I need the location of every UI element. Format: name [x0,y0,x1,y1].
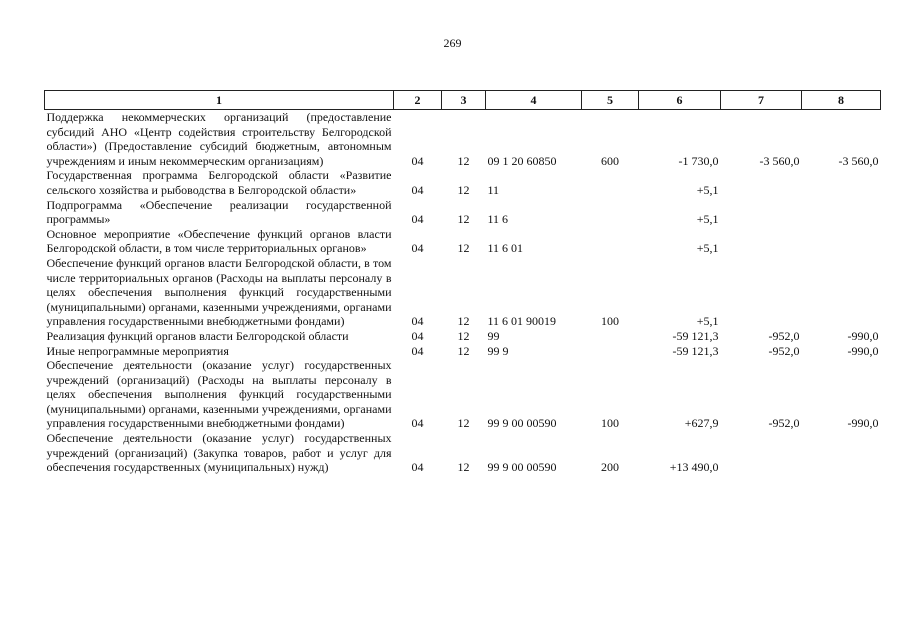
row-amount-col8: -990,0 [847,416,879,431]
row-subsection: 12 [457,212,470,227]
row-amount-col8 [802,198,881,227]
table-row [45,344,881,359]
row-expense-type [582,198,639,227]
row-name: Обеспечение деятельности (оказание услуг) государственных учреждений (организаций) (Закупка товаров, работ и услуг для обеспечения государственных (муниципальных) нужд) [46,431,392,475]
row-name: Обеспечение деятельности (оказание услуг) государственных учреждений (организаций) (Расходы на выплаты персоналу в целях обеспечения выполнения функций государственными (муниципальными) органами, казенными учреждениями, органами управления государственными внебюджетными фондами) [46,358,392,431]
row-amount-col7: -952,0 [768,343,800,358]
header-col-8: 8 [802,91,881,110]
row-amount-col7 [721,431,802,475]
table-header-row [45,91,881,110]
budget-table [44,90,881,475]
row-amount-col8: -990,0 [847,328,879,343]
row-name: Иные непрограммные мероприятия [46,343,229,358]
row-target-article: 11 6 [487,212,509,227]
header-col-5: 5 [582,91,639,110]
row-name: Государственная программа Белгородской области «Развитие сельского хозяйства и рыбоводства в Белгородской области» [46,168,392,197]
row-name: Обеспечение функций органов власти Белгородской области, в том числе территориальных органов (Расходы на выплаты персоналу в целях обеспечения выполнения функций государственными (муниципальными) органами, казенными учреждениями, органами управления государственными внебюджетными фондами) [46,255,392,329]
row-amount-col6: +5,1 [696,212,719,227]
row-expense-type [582,329,639,344]
header-col-6: 6 [639,91,721,110]
row-expense-type [582,168,639,197]
row-section: 04 [411,328,424,343]
row-name: Поддержка некоммерческих организаций (предоставление субсидий АНО «Центр содействия строительству Белгородской области») (Предоставление субсидий бюджетным, автономным учреждениям и иным некоммерческим организациям) [46,110,392,168]
row-amount-col6: -59 121,3 [672,328,719,343]
header-col-4: 4 [486,91,582,110]
row-amount-col6: -1 730,0 [678,153,719,168]
row-section: 04 [411,416,424,431]
row-target-article: 11 [487,182,500,197]
row-expense-type: 100 [601,416,619,431]
row-target-article: 11 6 01 [487,241,524,256]
row-amount-col8 [802,168,881,197]
row-subsection: 12 [457,153,470,168]
row-subsection: 12 [457,314,470,329]
row-amount-col8: -990,0 [847,343,879,358]
row-amount-col6: +627,9 [684,416,719,431]
row-amount-col7 [721,256,802,329]
table-row [45,431,881,475]
row-section: 04 [411,460,424,475]
row-section: 04 [411,241,424,256]
page-number: 269 [443,36,462,50]
row-name: Основное мероприятие «Обеспечение функций органов власти Белгородской области, в том числе территориальных органов» [46,226,392,256]
row-amount-col7: -952,0 [768,416,800,431]
row-amount-col8 [802,431,881,475]
table-row [45,110,881,169]
row-amount-col8 [802,256,881,329]
row-amount-col7: -3 560,0 [759,153,800,168]
row-amount-col7 [721,198,802,227]
table-row [45,358,881,431]
table-row [45,198,881,227]
row-subsection: 12 [457,416,470,431]
row-target-article: 99 9 [487,343,509,358]
row-subsection: 12 [457,460,470,475]
row-target-article: 11 6 01 90019 [487,314,557,329]
row-section: 04 [411,153,424,168]
row-amount-col6: +5,1 [696,241,719,256]
row-expense-type [582,344,639,359]
row-section: 04 [411,182,424,197]
row-section: 04 [411,212,424,227]
row-subsection: 12 [457,328,470,343]
row-subsection: 12 [457,182,470,197]
row-name: Подпрограмма «Обеспечение реализации государственной программы» [46,197,392,227]
row-amount-col6: +5,1 [696,182,719,197]
row-amount-col6: -59 121,3 [672,343,719,358]
row-section: 04 [411,343,424,358]
row-amount-col8 [802,227,881,256]
header-col-3: 3 [442,91,486,110]
row-expense-type: 200 [601,460,619,475]
row-target-article: 99 9 00 00590 [487,416,557,431]
table-row [45,227,881,256]
row-amount-col7: -952,0 [768,328,800,343]
row-subsection: 12 [457,343,470,358]
row-target-article: 99 [487,328,500,343]
header-col-1: 1 [45,91,394,110]
table-row [45,329,881,344]
row-amount-col7 [721,227,802,256]
row-expense-type [582,227,639,256]
header-col-7: 7 [721,91,802,110]
row-target-article: 09 1 20 60850 [487,153,557,168]
row-target-article: 99 9 00 00590 [487,460,557,475]
row-amount-col6: +5,1 [696,314,719,329]
row-amount-col6: +13 490,0 [669,460,719,475]
row-expense-type: 600 [601,153,619,168]
row-amount-col7 [721,168,802,197]
row-subsection: 12 [457,241,470,256]
row-amount-col8: -3 560,0 [838,153,879,168]
row-expense-type: 100 [601,314,619,329]
table-row [45,256,881,329]
row-section: 04 [411,314,424,329]
header-col-2: 2 [394,91,442,110]
table-row [45,168,881,197]
row-name: Реализация функций органов власти Белгородской области [46,328,349,343]
